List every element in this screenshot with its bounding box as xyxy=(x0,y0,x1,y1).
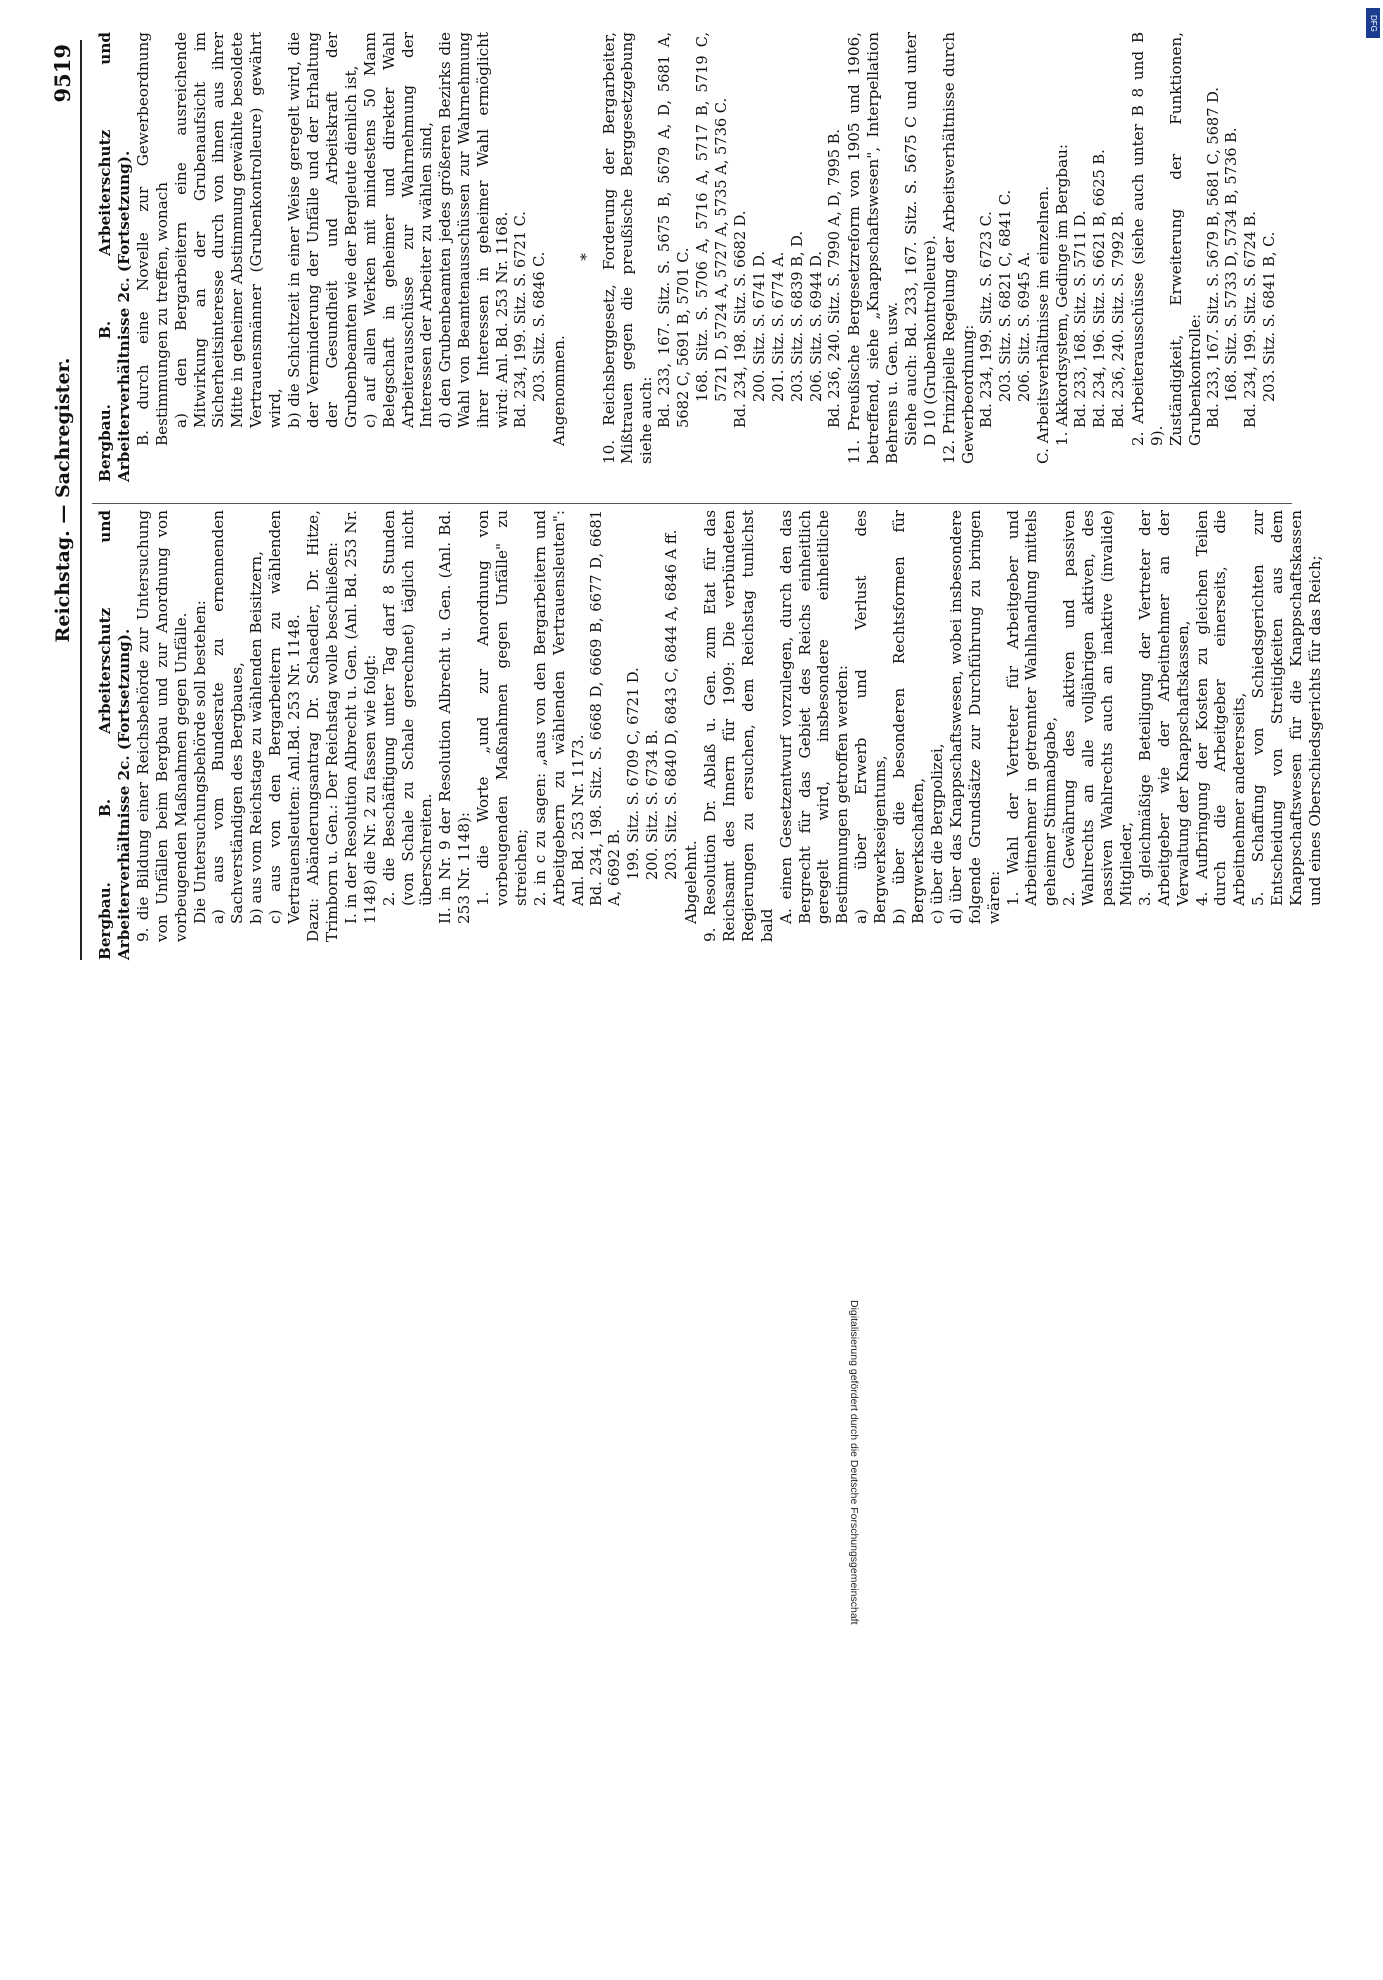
header-title: Reichstag. — Sachregister. xyxy=(52,357,74,643)
citation-line: 203. Sitz. S. 6846 C. xyxy=(530,251,548,402)
index-entry: 1. Akkordsystem, Gedinge im Bergbau: xyxy=(1053,143,1072,446)
index-entry: a) über Erwerb und Verlust des Bergwerkseigentums, xyxy=(852,510,890,924)
citation-line: Bd. 234, 199. Sitz. S. 6721 C. xyxy=(511,211,529,428)
citation-line: Bd. 234, 198. Sitz. S. 6668 D, 6669 B, 6677 D, 6681 A, 6692 B. xyxy=(587,510,624,906)
index-entry: 12. Prinzipielle Regelung der Arbeitsverhältnisse durch Gewerbeordnung: xyxy=(939,32,977,464)
index-entry: c) aus von den Bergarbeitern zu wählenden Vertrauensleuten: Anl.Bd. 253 Nr. 1148. xyxy=(266,510,304,924)
citation-line: 168. Sitz. S. 5706 A, 5716 A, 5717 B, 5719 C, 5721 D, 5724 A, 5727 A, 5735 A, 5736 C. xyxy=(694,32,730,402)
index-entry: 2. in c zu sagen: „aus von den Bergarbeitern und Arbeitgebern zu wählenden Vertrauensleuten": Anl. Bd. 253 Nr. 1173. xyxy=(530,510,587,906)
index-entry: 11. Preußische Bergesetzreform von 1905 und 1906, betreffend, siehe „Knappschaftswesen", Interpellation Behrens u. Gen. usw. xyxy=(845,32,902,464)
citation-line: Bd. 234, 198. Sitz. S. 6682 D. xyxy=(731,210,749,428)
citation-line: 200. Sitz. S. 6734 B. xyxy=(644,729,662,880)
index-entry: d) den Grubenbeamten jedes größeren Bezirks die Wahl von Beamtenausschüssen zur Wahrnehmung ihrer Interessen in geheimer Wahl ermöglicht wird: Anl. Bd. 253 Nr. 1168. xyxy=(436,32,512,428)
citation-line: 201. Sitz. S. 6774 A. xyxy=(769,251,787,402)
citation-line: Bd. 233, 167. Sitz. S. 5675 B, 5679 A, D, 5681 A, 5682 C, 5691 B, 5701 C. xyxy=(656,32,693,428)
index-entry: Abgelehnt. xyxy=(682,840,701,924)
citation-line: 203. Sitz. S. 6841 B, C. xyxy=(1261,231,1279,402)
index-entry: II. in Nr. 9 der Resolution Albrecht u. Gen. (Anl. Bd. 253 Nr. 1148): xyxy=(436,510,474,924)
citation-line: 203. Sitz. S. 6821 C, 6841 C. xyxy=(996,189,1014,402)
section-heading: Bergbau. B. Arbeiterschutz und Arbeiterverhältnisse 2c. (Fortsetzung). xyxy=(96,32,133,482)
index-entry: b) über die besonderen Rechtsformen für Bergwerkschaften, xyxy=(890,510,927,924)
index-entry: Dazu: Abänderungsantrag Dr. Schaedler, Dr. Hitze, Trimborn u. Gen.: Der Reichstag wolle beschließen: xyxy=(303,510,341,942)
index-entry: I. in der Resolution Albrecht u. Gen. (Anl. Bd. 253 Nr. 1148) die Nr. 2 zu fassen wie folgt: xyxy=(341,510,379,924)
citation-line: 206. Sitz. S. 6944 D. xyxy=(807,251,825,402)
page-number: 9519 xyxy=(50,44,75,103)
citation-line: Bd. 233, 167. Sitz. S. 5679 B, 5681 C, 5687 D. xyxy=(1204,87,1222,428)
index-entry: 4. Aufbringung der Kosten zu gleichen Teilen durch die Arbeitgeber einerseits, die Arbeitnehmer andererseits, xyxy=(1192,510,1249,906)
left-column xyxy=(96,510,1324,960)
index-entry: c) auf allen Werken mit mindestens 50 Mann Belegschaft in geheimer und direkter Wahl Arbeiterausschüsse zur Wahrnehmung der Interessen der Arbeiter zu wählen sind, xyxy=(360,32,436,428)
dfg-logo: DFG xyxy=(1366,8,1380,38)
index-entry: 9. die Bildung einer Reichsbehörde zur Untersuchung von Unfällen beim Bergbau und zur Anordnung von vorbeugenden Maßnahmen gegen Unfälle. xyxy=(133,510,190,942)
citation-line: Bd. 234, 199. Sitz. S. 6724 B. xyxy=(1242,210,1260,428)
citation-line: 200. Sitz. S. 6741 D. xyxy=(750,251,768,402)
citation-line: Bd. 234, 196. Sitz. S. 6621 B, 6625 B. xyxy=(1091,149,1109,428)
index-entry: A. einen Gesetzentwurf vorzulegen, durch den das Bergrecht für das Gebiet des Reichs einheitlich geregelt wird, insbesondere einheitliche Bestimmungen getroffen werden: xyxy=(776,510,852,924)
index-entry: 1. Wahl der Vertreter für Arbeitgeber und Arbeitnehmer in getrennter Wahlhandlung mittels geheimer Stimmabgabe, xyxy=(1003,510,1060,906)
column-divider xyxy=(92,503,1292,504)
citation-line: Bd. 233, 168. Sitz. S. 5711 D. xyxy=(1072,210,1090,428)
section-heading: Bergbau. B. Arbeiterschutz und Arbeiterverhältnisse 2c. (Fortsetzung). xyxy=(96,510,133,960)
citation-line: Bd. 236, 240. Sitz. S. 7992 B. xyxy=(1110,210,1128,428)
index-entry: B. durch eine Novelle zur Gewerbeordnung Bestimmungen zu treffen, wonach xyxy=(133,32,171,446)
index-entry: C. Arbeitsverhältnisse im einzelnen. xyxy=(1034,185,1053,464)
citation-line: Bd. 236, 240. Sitz. S. 7990 A, D, 7995 B. xyxy=(826,128,844,428)
citation-line: 203. Sitz. S. 6840 D, 6843 C, 6844 A, 6846 A ff. xyxy=(663,529,681,880)
index-entry: * xyxy=(576,253,595,261)
index-entry: d) über das Knappschaftswesen, wobei insbesondere folgende Grundsätze zur Durchführung zu bringen wären: xyxy=(946,510,1003,924)
index-entry: 2. Arbeiterausschüsse (siehe auch unter B 8 und B 9). xyxy=(1128,32,1166,446)
digitization-credit: Digitalisierung gefördert durch die Deutsche Forschungsgemeinschaft xyxy=(848,1300,860,1625)
index-entry: 10. Reichsberggesetz, Forderung der Bergarbeiter, Mißtrauen gegen die preußische Berggesetzgebung siehe auch: xyxy=(599,32,656,464)
index-entry: 2. die Beschäftigung unter Tag darf 8 Stunden (von Schale zu Schale gerechnet) täglich nicht überschreiten. xyxy=(379,510,436,906)
index-entry: 9. Resolution Dr. Ablaß u. Gen. zum Etat für das Reichsamt des Innern für 1909: Die verbündeten Regierungen zu ersuchen, dem Reichstag tunlichst bald xyxy=(701,510,776,942)
index-entry: 2. Gewährung des aktiven und passiven Wahlrechts an alle volljährigen aktiven, des passiven Wahlrechts auch an inaktive (invalide) Mitglieder, xyxy=(1060,510,1135,906)
citation-line: 206. Sitz. S. 6945 A. xyxy=(1015,251,1033,402)
index-entry: c) über die Bergpolizei, xyxy=(927,743,946,924)
index-entry: 1. die Worte „und zur Anordnung von vorbeugenden Maßnahmen gegen Unfälle" zu streichen; xyxy=(474,510,530,906)
right-column xyxy=(96,32,1286,482)
index-entry: Die Untersuchungsbehörde soll bestehen: xyxy=(190,600,209,924)
index-entry: Zuständigkeit, Erweiterung der Funktionen, Grubenkontrolle: xyxy=(1166,32,1204,446)
citation-line: 199. Sitz. S. 6709 C, 6721 D. xyxy=(625,667,643,880)
citation-line: 203. Sitz. S. 6839 B, D. xyxy=(788,231,806,402)
index-entry: Siehe auch: Bd. 233, 167. Sitz. S. 5675 C und unter D 10 (Grubenkontrolleure). xyxy=(902,32,939,446)
index-entry: 5. Schaffung von Schiedsgerichten zur Entscheidung von Streitigkeiten aus dem Knappschaftswesen für die Knappschaftskassen und eines Oberschiedsgerichts für das Reich; xyxy=(1249,510,1324,906)
index-entry: 3. gleichmäßige Beteiligung der Vertreter der Arbeitgeber wie der Arbeitnehmer an der Verwaltung der Knappschaftskassen, xyxy=(1135,510,1192,906)
index-entry: Angenommen. xyxy=(549,335,568,446)
index-entry: b) aus vom Reichstage zu wählenden Beisitzern, xyxy=(247,551,266,924)
citation-line: 168. Sitz. S. 5733 D, 5734 B, 5736 B. xyxy=(1223,127,1241,402)
index-entry: a) aus vom Bundesrate zu ernennenden Sachverständigen des Bergbaues, xyxy=(209,510,247,924)
index-entry: b) die Schichtzeit in einer Weise geregelt wird, die der Verminderung der Unfälle und der Erhaltung der Gesundheit und Arbeitskraft der Grubenbeamten wie der Bergleute dienlich ist, xyxy=(285,32,360,428)
running-header xyxy=(46,40,82,960)
index-entry: a) den Bergarbeitern eine ausreichende Mitwirkung an der Grubenaufsicht im Sicherheitsinteresse durch von ihnen aus ihrer Mitte in geheimer Abstimmung gewählte besoldete Vertrauensmänner (Grubenkontrolleure) gewährt wird, xyxy=(171,32,285,428)
citation-line: Bd. 234, 199. Sitz. S. 6723 C. xyxy=(977,211,995,428)
